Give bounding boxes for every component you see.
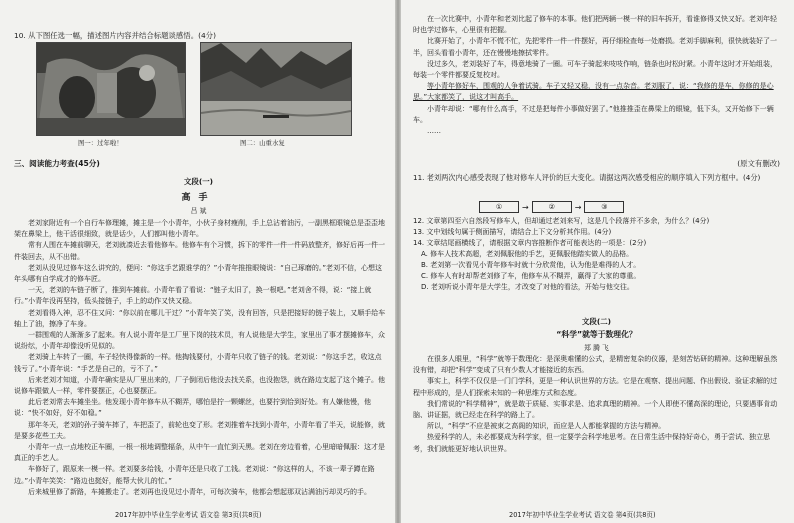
paragraph: …… [427, 127, 441, 136]
questions-12-14 [413, 216, 783, 326]
paragraph: 等小青年修好车，围观的人争着试骑。车子又轻又稳，没有一点杂音。老刘服了，说：“我修的是车，你修的是心思。”大家都笑了，说这才叫高手。 [413, 82, 774, 102]
paragraph: 所以，“科学”不应是被束之高阁的知识，而应是人人都能掌握的方法与精神。 [427, 422, 666, 431]
article-title: 高手 [181, 193, 216, 203]
question-14: 14. 文章结尾画横线了，请根据文章内容推断作者可能表达的一项是：(2分) [413, 239, 647, 247]
question-11: 11. 老刘两次内心感受表现了他对修车人评价的巨大变化。请据这两次感受相应的顺序填入下列方框中。(4分) [413, 173, 761, 182]
paragraph: 在很多人眼里，“科学”就等于数理化：是深奥难懂的公式，是精密复杂的仪器，是刻苦钻研的精神。这种理解虽然没有错，却把“科学”变成了只有少数人才能接近的东西。 [413, 355, 778, 375]
paragraph: 老刘骑上车转了一圈，车子轻快得像新的一样。他掏钱要付，小青年只收了链子的钱。老刘说：“你这手艺，收这点钱亏了。”小青年说：“手艺是自己的，亏不了。” [14, 353, 382, 373]
arrow-right-icon: → [574, 202, 582, 212]
section-3-heading: 三、阅读能力考查(45分) [14, 159, 100, 168]
paragraph: 后来城里修了新路，车摊搬走了。老刘再也没见过小青年，可每次骑车，他都会想起那双沾满油污却灵巧的手。 [28, 487, 371, 496]
text-1-label: 文段(一) [184, 177, 213, 186]
paragraph: 一群围观的人渐渐多了起来。有人说小青年是工厂里下岗的技术员，有人说他是大学生，家里出了事才摆摊修车，众说纷纭，小青年却像没听见似的。 [14, 331, 385, 351]
question-13: 13. 文中划线句属于侧面描写，请结合上下文分析其作用。(4分) [413, 228, 612, 236]
paragraph: 小青年却说：“哪有什么高手，不过是把每件小事做好罢了。”他推推歪在鼻梁上的眼镜，低下头，又开始修下一辆车。 [413, 104, 774, 124]
paragraph: 那年冬天，老刘的孙子骑车摔了，车把歪了，前轮也变了形。老刘推着车找到小青年，小青年看了半天，说能修，就是要多花些工夫。 [14, 420, 385, 440]
caption-figure-1: 图一：过年啦！ [78, 139, 123, 147]
paragraph: 比赛开始了，小青年不慌不忙，先把零件一件一件摆好，再仔细检查每一处磨损。老刘手脚麻利，很快就装好了一半，回头看看小青年，还在慢慢地擦拭零件。 [413, 37, 777, 57]
photo-mountain-water [200, 42, 352, 136]
article-body-left [14, 218, 386, 506]
paragraph: 老刘家附近有一个自行车修理摊，摊主是一个小青年，小伙子身材瘦削，手上总沾着油污，一副黑框眼镜总是歪歪地架在鼻梁上，他干活很细致，就是话少，人们都叫他小青年。 [14, 219, 385, 239]
option-a: A. 修车人技术高超，老刘佩服他的手艺，更佩服他踏实做人的品格。 [421, 250, 634, 258]
paragraph: 热爱科学的人，未必都要成为科学家，但一定要学会科学地思考。在日常生活中保持好奇心，勇于尝试、独立思考，我们就能更好地认识世界。 [413, 433, 770, 453]
article-2-title: “科学”就等于数理化？ [556, 330, 637, 339]
paragraph: 常有人围在车摊前聊天，老刘就凑近去看他修车。他修车有个习惯，拆下的零件一件一件码放整齐，修好后再一件一件装回去，从不出错。 [14, 241, 385, 261]
photo-new-year [36, 42, 186, 136]
paragraph: 小青年一点一点地校正车圈，一根一根地调整辐条，从中午一直忙到天黑。老刘在旁边看着，心里暗暗佩服：这才是真正的手艺人。 [14, 443, 385, 463]
answer-box-3[interactable]: ③ [584, 201, 624, 213]
option-d: D. 老刘听说小青年是大学生，才改变了对他的看法，开始与他交往。 [421, 283, 634, 291]
question-10: 10. 从下图任选一幅，描述图片内容并结合标题谈感悟。(4分) [14, 31, 216, 40]
question-12: 12. 文章第四至六自然段写修车人，但却通过老刘来写，这是几个段落并不多余，为什么？(4分) [413, 217, 710, 225]
text-2-label: 文段(二) [582, 317, 611, 326]
paragraph: 老刘看得入神，忍不住又问：“你以前在哪儿干过？”小青年笑了笑，没有回答，只是把接好的链子装上，又顺手给车轴上了油，擦净了车身。 [14, 308, 386, 328]
source-note: (原文有删改) [737, 159, 780, 168]
paragraph: 车修好了，跟原来一模一样。老刘要多给钱，小青年还是只收了工钱。老刘说：“你这样的人，不该一辈子蹲在路边。”小青年笑笑：“路边也挺好，能帮大伙儿的忙。” [14, 465, 375, 485]
page-footer-right: 2017年初中毕业生学业考试 语文卷 第4页(共8页) [509, 511, 656, 519]
paragraph: 后来老刘才知道，小青年确实是从厂里出来的，厂子倒闭后他没去找关系，也没抱怨，就在路边支起了这个摊子。他说修车跟做人一样，零件要摆正，心也要摆正。 [14, 375, 385, 396]
answer-box-1[interactable]: ① [479, 201, 519, 213]
article-2-author: 郑 腾 飞 [584, 344, 609, 352]
article-body-right [413, 14, 783, 156]
option-c: C. 修车人有时却帮老刘修了车，他修车从不糊弄，赢得了大家的尊重。 [421, 272, 641, 280]
option-b: B. 老刘第一次看见小青年修车时就十分欣赏他，认为他是难得的人才。 [421, 261, 641, 269]
answer-box-2[interactable]: ② [532, 201, 572, 213]
page-4 [399, 0, 794, 523]
paragraph: 老刘从没见过修车这么讲究的，便问：“你这手艺跟谁学的？”小青年推推眼镜说：“自己琢磨的。”老刘不信，心想这年头哪有自学成才的修车匠。 [14, 263, 383, 284]
paragraph: 我们常说的“科学精神”，就是敢于质疑、实事求是、追求真理的精神。一个人即使不懂高深的理论，只要遇事肯动脑、讲证据，就已经走在科学的路上了。 [413, 399, 778, 420]
paragraph: 没过多久，老刘装好了车，得意地骑了一圈。可车子骑起来吱吱作响，链条也时松时紧。小青年这时才开始组装，每装一个零件都要反复校对。 [413, 59, 777, 80]
arrow-right-icon: → [522, 202, 529, 212]
paragraph: 在一次比赛中，小青年和老刘比起了修车的本事。他们把两辆一模一样的旧车拆开，看谁修得又快又好。老刘年轻时也学过修车，心里很有把握。 [413, 15, 777, 35]
page-footer-left: 2017年初中毕业生学业考试 语文卷 第3页(共8页) [115, 511, 262, 519]
paragraph: 一天，老刘的车链子断了，推到车摊前。小青年看了看说：“链子太旧了，换一根吧。”老刘舍不得，说：“接上就行。”小青年没再坚持，低头接链子，手上的动作又快又稳。 [14, 286, 372, 306]
paragraph: 此后老刘常去车摊坐坐。他发现小青年修车从不糊弄，哪怕是拧一颗螺丝，也要拧到恰到好处。有人嫌他慢，他说：“快不如好，好不如稳。” [14, 398, 371, 418]
paragraph: 事实上，科学不仅仅是一门门学科，更是一种认识世界的方法。它是在观察、提出问题、作出假设、验证求解的过程中形成的，是人们探索未知的一种思维方式和态度。 [413, 377, 777, 397]
caption-figure-2: 图二：山重水复 [240, 139, 285, 147]
article-author: 吕 斌 [190, 207, 207, 215]
article-2-body [413, 354, 783, 506]
answer-flow [479, 201, 624, 213]
